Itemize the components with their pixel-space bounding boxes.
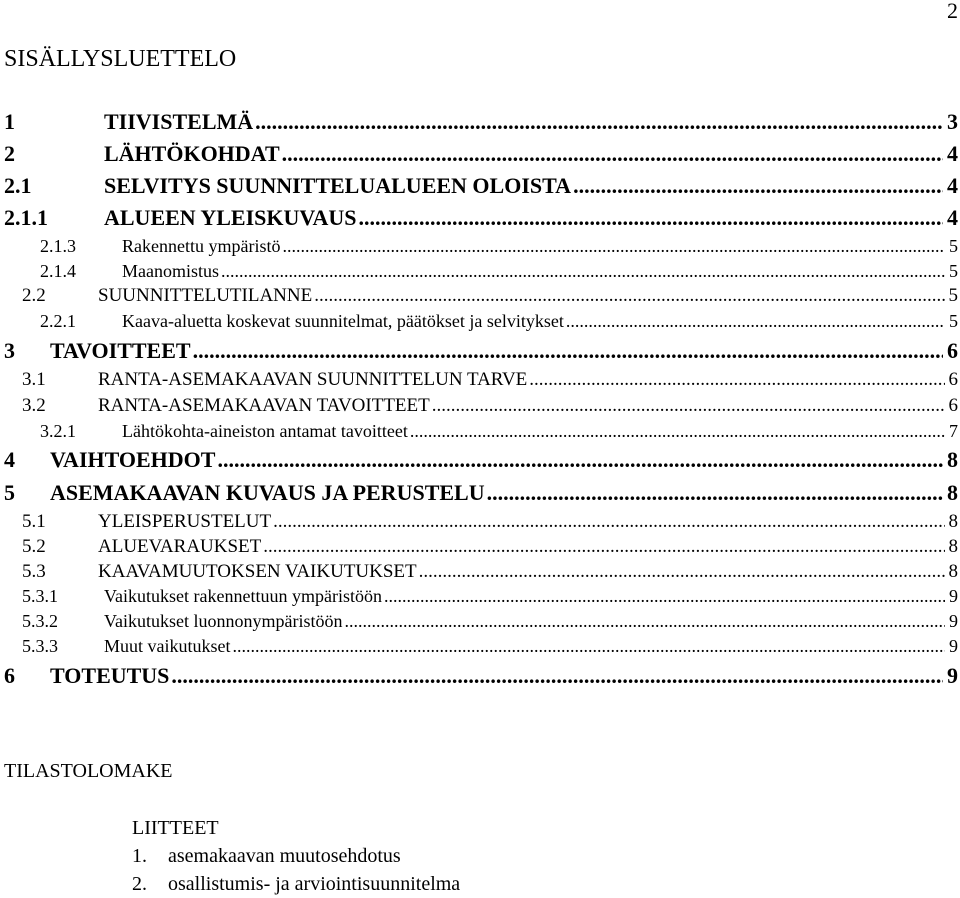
toc-entry[interactable] <box>0 584 960 609</box>
toc-entry-number: 5.3 <box>22 561 46 583</box>
toc-entry-page: 8 <box>947 447 958 473</box>
toc-entry-label: VAIHTOEHDOT <box>50 447 216 473</box>
toc-entry-page: 6 <box>948 394 958 416</box>
toc-entry-label: Maanomistus <box>122 260 219 281</box>
toc-entry[interactable] <box>0 106 960 138</box>
toc-entry-page: 5 <box>949 260 958 281</box>
toc-entry-page: 8 <box>948 536 958 558</box>
toc-dot-leader <box>255 106 943 138</box>
liite-item <box>132 870 460 898</box>
liite-item <box>132 842 460 870</box>
toc-entry-number: 2.2 <box>22 285 46 307</box>
toc-entry-label: ALUEEN YLEISKUVAUS <box>104 205 357 230</box>
toc-dot-leader <box>171 659 943 692</box>
liite-text: osallistumis- ja arviointisuunnitelma <box>168 873 461 895</box>
toc-dot-leader <box>344 609 945 634</box>
toc-entry[interactable] <box>0 559 960 584</box>
toc-dot-leader <box>282 234 945 259</box>
toc-dot-leader <box>217 443 943 476</box>
toc-entry-label: Vaikutukset rakennettuun ympäristöön <box>104 586 382 607</box>
toc-entry-page: 5 <box>948 285 958 307</box>
toc-entry-page: 6 <box>948 368 958 390</box>
toc-entry-number: 3.2.1 <box>40 420 76 441</box>
tilastolomake-heading: TILASTOLOMAKE <box>4 760 173 782</box>
toc-entry-label: Rakennettu ympäristö <box>122 236 281 256</box>
table-of-contents <box>0 106 960 692</box>
toc-entry-label: LÄHTÖKOHDAT <box>104 141 280 166</box>
toc-entry-page: 6 <box>947 337 958 363</box>
toc-entry-label: ALUEVARAUKSET <box>98 536 262 558</box>
toc-entry-page: 4 <box>947 141 958 166</box>
toc-entry[interactable] <box>0 476 960 509</box>
toc-entry[interactable] <box>0 283 960 309</box>
toc-entry-number: 2.1.1 <box>4 205 48 230</box>
toc-entry-label: Lähtökohta-aineiston antamat tavoitteet <box>122 420 408 441</box>
toc-entry[interactable] <box>0 609 960 634</box>
liitteet-heading: LIITTEET <box>132 817 219 839</box>
toc-entry-number: 5.3.1 <box>22 586 58 607</box>
toc-entry-number: 3.1 <box>22 368 46 390</box>
toc-entry-number: 2 <box>4 141 15 166</box>
toc-dot-leader <box>487 476 943 509</box>
toc-entry[interactable] <box>0 234 960 259</box>
toc-entry-page: 4 <box>947 173 958 198</box>
toc-entry-number: 5.3.3 <box>22 636 58 657</box>
toc-entry-page: 4 <box>947 205 958 230</box>
toc-entry[interactable] <box>0 138 960 170</box>
liitteet-list <box>132 842 460 898</box>
toc-entry-number: 5.2 <box>22 536 46 558</box>
toc-dot-leader <box>314 283 944 309</box>
toc-entry[interactable] <box>0 309 960 334</box>
toc-entry-number: 3.2 <box>22 394 46 416</box>
toc-entry-label: YLEISPERUSTELUT <box>98 511 272 533</box>
toc-dot-leader <box>529 367 944 393</box>
toc-entry-label: TIIVISTELMÄ <box>104 109 254 134</box>
page-number: 2 <box>947 0 958 23</box>
toc-dot-leader <box>419 559 945 584</box>
toc-entry-label: Vaikutukset luonnonympäristöön <box>104 611 343 632</box>
toc-entry-label: SELVITYS SUUNNITTELUALUEEN OLOISTA <box>104 173 572 198</box>
toc-entry[interactable] <box>0 202 960 234</box>
toc-entry-number: 5.1 <box>22 511 46 533</box>
page-title: SISÄLLYSLUETTELO <box>4 46 237 72</box>
toc-entry-page: 5 <box>949 236 958 256</box>
toc-dot-leader <box>193 334 943 367</box>
toc-entry-number: 5 <box>4 480 15 506</box>
liite-number: 2. <box>132 873 147 895</box>
toc-entry-page: 9 <box>947 663 958 689</box>
toc-entry[interactable] <box>0 509 960 534</box>
toc-entry[interactable] <box>0 367 960 393</box>
toc-entry-page: 8 <box>948 511 958 533</box>
toc-entry-label: TAVOITTEET <box>50 337 191 363</box>
toc-entry-number: 1 <box>4 109 15 134</box>
toc-entry[interactable] <box>0 334 960 367</box>
toc-dot-leader <box>358 202 943 234</box>
toc-entry-page: 5 <box>949 311 958 332</box>
toc-dot-leader <box>566 309 945 334</box>
toc-dot-leader <box>384 584 945 609</box>
toc-entry-page: 8 <box>948 561 958 583</box>
toc-entry-number: 2.1 <box>4 173 32 198</box>
toc-dot-leader <box>410 419 945 444</box>
toc-entry-number: 6 <box>4 663 15 689</box>
toc-entry[interactable] <box>0 259 960 284</box>
toc-entry-number: 3 <box>4 337 15 363</box>
toc-entry[interactable] <box>0 170 960 202</box>
toc-entry-page: 3 <box>947 109 958 134</box>
toc-entry-number: 4 <box>4 447 15 473</box>
toc-entry-number: 2.2.1 <box>40 311 76 332</box>
liite-number: 1. <box>132 845 147 867</box>
toc-entry-page: 8 <box>947 480 958 506</box>
toc-dot-leader <box>282 138 943 170</box>
toc-dot-leader <box>263 534 944 559</box>
toc-entry-label: Kaava-aluetta koskevat suunnitelmat, päätökset ja selvitykset <box>122 311 564 332</box>
toc-entry[interactable] <box>0 659 960 692</box>
toc-entry-label: SUUNNITTELUTILANNE <box>98 285 313 307</box>
toc-dot-leader <box>432 393 945 419</box>
toc-dot-leader <box>233 634 946 659</box>
toc-entry-label: TOTEUTUS <box>50 663 170 689</box>
toc-entry-label: RANTA-ASEMAKAAVAN TAVOITTEET <box>98 394 430 416</box>
toc-entry-label: KAAVAMUUTOKSEN VAIKUTUKSET <box>98 561 417 583</box>
toc-entry-label: Muut vaikutukset <box>104 636 231 657</box>
toc-entry-number: 2.1.4 <box>40 260 76 281</box>
toc-entry-label: ASEMAKAAVAN KUVAUS JA PERUSTELU <box>50 480 485 506</box>
toc-dot-leader <box>273 509 944 534</box>
liitteet-section <box>132 814 460 898</box>
toc-entry-page: 7 <box>949 420 958 441</box>
toc-entry[interactable] <box>0 534 960 559</box>
toc-entry-number: 2.1.3 <box>40 236 76 256</box>
toc-dot-leader <box>221 259 945 284</box>
toc-entry[interactable] <box>0 393 960 419</box>
toc-entry[interactable] <box>0 419 960 444</box>
toc-entry-page: 9 <box>949 586 958 607</box>
toc-entry-number: 5.3.2 <box>22 611 58 632</box>
toc-entry-page: 9 <box>949 636 958 657</box>
toc-dot-leader <box>573 170 943 202</box>
liite-text: asemakaavan muutosehdotus <box>168 845 401 867</box>
toc-entry-page: 9 <box>949 611 958 632</box>
toc-entry[interactable] <box>0 634 960 659</box>
toc-entry[interactable] <box>0 443 960 476</box>
toc-entry-label: RANTA-ASEMAKAAVAN SUUNNITTELUN TARVE <box>98 368 528 390</box>
